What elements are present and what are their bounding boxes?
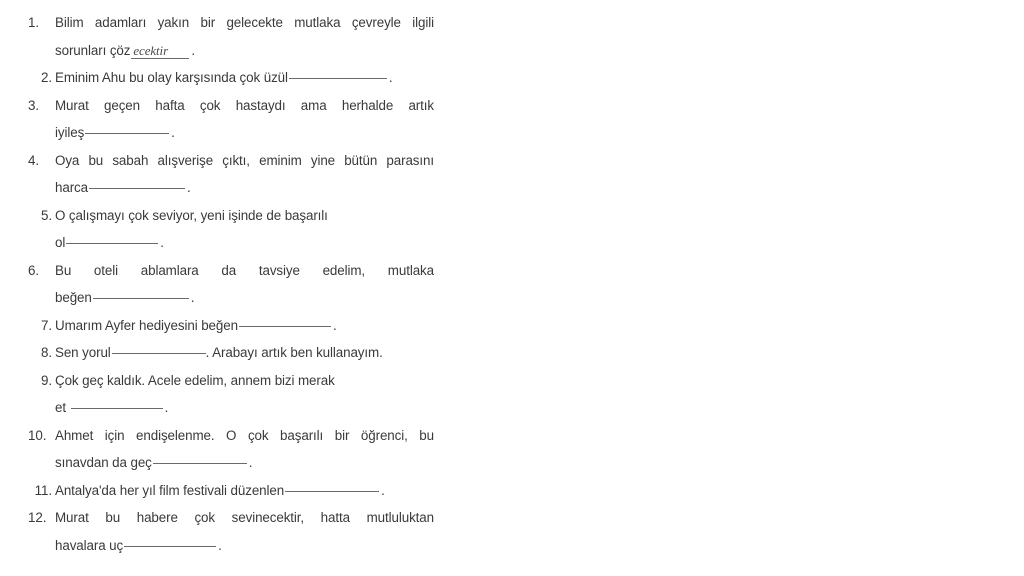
- item-text: . Arabayı artık ben kullanayım.: [205, 345, 383, 360]
- item-continuation: [55, 284, 434, 312]
- exercise-item-4: [28, 147, 434, 202]
- item-text: Sen yorul: [55, 345, 111, 360]
- item-continuation: [55, 174, 434, 202]
- item-text: ol: [55, 235, 66, 250]
- item-text: Umarım Ayfer hediyesini beğen: [55, 317, 238, 333]
- item-end: .: [191, 42, 195, 58]
- item-text: Antalya'da her yıl film festivali düzenlen: [55, 482, 285, 498]
- item-text: harca: [55, 180, 88, 195]
- item-end: .: [381, 482, 385, 498]
- exercise-list: [28, 9, 434, 559]
- item-text: et: [55, 400, 66, 415]
- item-number: 12.: [28, 510, 47, 525]
- item-text: O çalışmayı çok seviyor, yeni işinde de başarılı: [55, 207, 328, 223]
- answer-blank[interactable]: [239, 325, 331, 327]
- exercise-item-7: [28, 312, 434, 340]
- answer-blank[interactable]: [71, 407, 163, 409]
- item-number: 10.: [28, 427, 47, 443]
- answer-blank[interactable]: [124, 545, 216, 547]
- item-end: .: [171, 125, 175, 140]
- exercise-item-10: [28, 422, 434, 477]
- item-number: 3.: [28, 97, 39, 113]
- answer-blank[interactable]: [93, 297, 189, 299]
- answer-blank[interactable]: [153, 462, 247, 464]
- item-text: Oya bu sabah alışverişe çıktı, eminim yine bütün parasını: [55, 152, 434, 168]
- item-number: 9.: [41, 372, 52, 388]
- exercise-item-8: [28, 339, 434, 367]
- item-text: Bu oteli ablamlara da tavsiye edelim, mutlaka: [55, 262, 434, 278]
- item-end: .: [164, 400, 169, 415]
- exercise-item-1: [28, 9, 434, 64]
- answer-blank[interactable]: [112, 352, 206, 354]
- answer-blank[interactable]: [89, 187, 185, 189]
- item-text: havalara uç: [55, 537, 124, 553]
- item-number: 4.: [28, 152, 39, 168]
- item-number: 1.: [28, 15, 39, 30]
- item-end: .: [388, 70, 393, 85]
- item-continuation: [55, 119, 434, 147]
- exercise-item-11: [28, 477, 434, 505]
- item-number: 11.: [34, 482, 52, 498]
- exercise-item-2: [28, 64, 434, 92]
- item-continuation: [55, 532, 434, 560]
- item-continuation: [55, 37, 434, 65]
- answer-blank[interactable]: [289, 77, 387, 79]
- item-continuation: [55, 449, 434, 477]
- exercise-item-9: [28, 367, 434, 422]
- item-text: beğen: [55, 290, 92, 305]
- answer-blank[interactable]: [85, 132, 169, 134]
- item-text: Murat bu habere çok sevinecektir, hatta mutluluktan: [55, 510, 434, 525]
- item-number: 7.: [41, 317, 52, 333]
- item-end: .: [218, 537, 222, 553]
- item-text: iyileş: [55, 125, 85, 140]
- item-number: 2.: [41, 70, 52, 85]
- item-number: 6.: [28, 262, 39, 278]
- item-text: sınavdan da geç: [55, 455, 152, 470]
- handwritten-answer: ecektir: [133, 42, 169, 58]
- exercise-item-5: [28, 202, 434, 257]
- item-text: Ahmet için endişelenme. O çok başarılı bir öğrenci, bu: [55, 427, 434, 443]
- item-end: .: [332, 317, 337, 333]
- item-text: sorunları çöz: [55, 42, 131, 58]
- item-end: .: [248, 455, 253, 470]
- exercise-item-6: [28, 257, 434, 312]
- answer-blank[interactable]: [285, 490, 379, 492]
- exercise-item-12: [28, 504, 434, 559]
- item-end: .: [187, 180, 191, 195]
- item-text: Murat geçen hafta çok hastaydı ama herhalde artık: [55, 97, 434, 113]
- answer-blank[interactable]: [66, 242, 158, 244]
- item-number: 5.: [41, 207, 52, 223]
- exercise-item-3: [28, 92, 434, 147]
- item-number: 8.: [41, 345, 52, 360]
- item-text: Eminim Ahu bu olay karşısında çok üzül: [55, 70, 288, 85]
- answer-blank[interactable]: [131, 44, 189, 59]
- item-end: .: [190, 290, 195, 305]
- item-text: Bilim adamları yakın bir gelecekte mutlaka çevreyle ilgili: [55, 15, 434, 30]
- item-text: Çok geç kaldık. Acele edelim, annem bizi merak: [55, 372, 335, 388]
- item-end: .: [160, 235, 164, 250]
